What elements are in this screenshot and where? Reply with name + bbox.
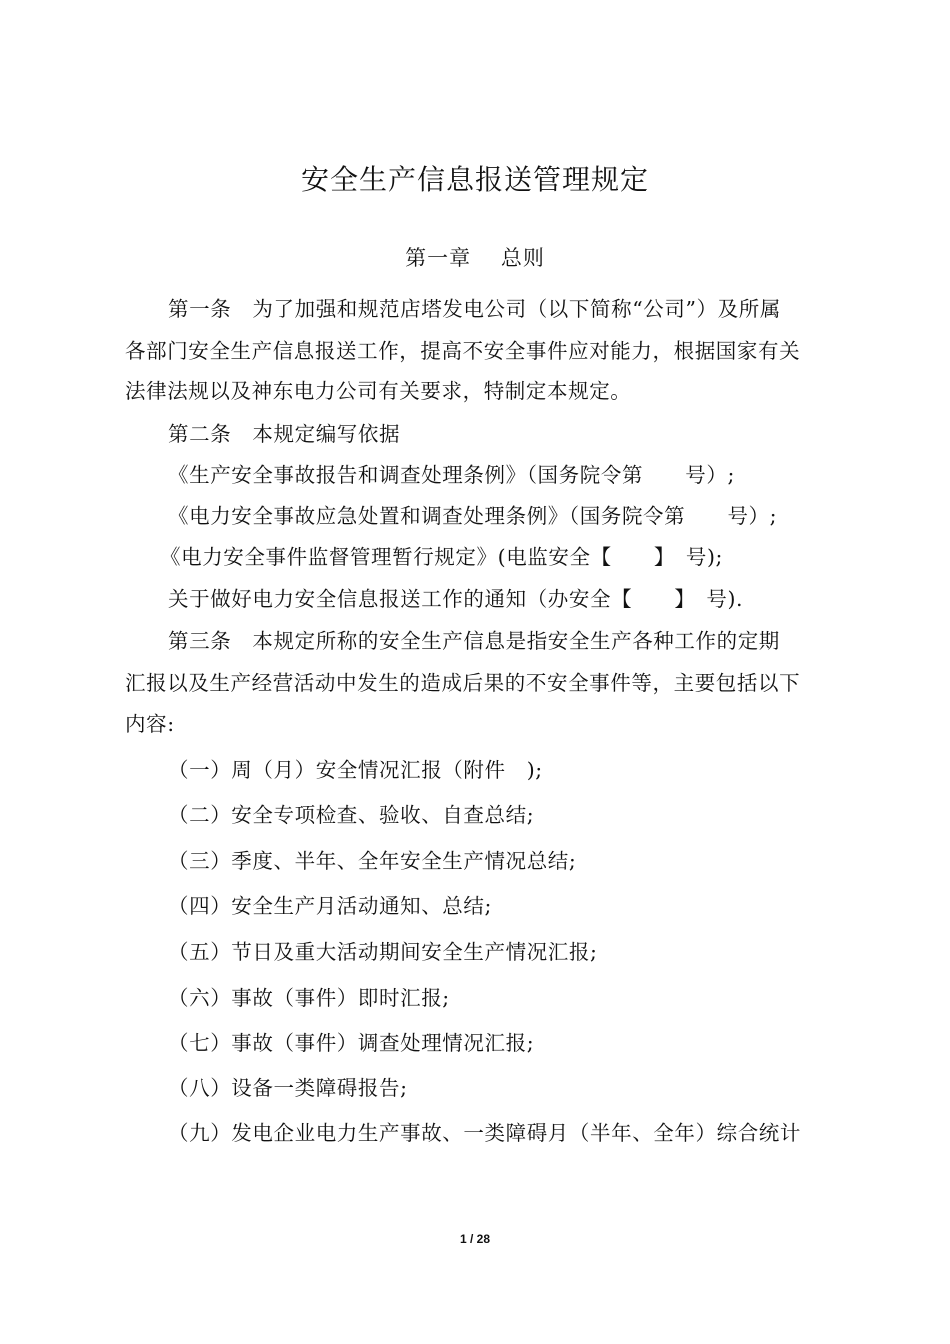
list-item: （六）事故（事件）即时汇报;: [168, 986, 450, 1010]
list-item: （五）节日及重大活动期间安全生产情况汇报;: [168, 940, 598, 964]
paragraph-line: 第一条 为了加强和规范店塔发电公司（以下简称“公司”）及所属: [168, 297, 781, 321]
list-item: （三）季度、半年、全年安全生产情况总结;: [168, 849, 577, 873]
page-number: 1 / 28: [459, 1232, 491, 1246]
paragraph-line: 关于做好电力安全信息报送工作的通知（办安全【 】 号).: [168, 587, 744, 611]
paragraph-line: 《电力安全事件监督管理暂行规定》(电监安全【 】 号);: [160, 545, 724, 569]
list-item: （九）发电企业电力生产事故、一类障碍月（半年、全年）综合统计: [168, 1121, 801, 1145]
list-item: （四）安全生产月活动通知、总结;: [168, 894, 493, 918]
document-title: 安全生产信息报送管理规定: [300, 163, 649, 196]
paragraph-line: 汇报以及生产经营活动中发生的造成后果的不安全事件等，主要包括以下: [125, 671, 801, 695]
list-item: （八）设备一类障碍报告;: [168, 1076, 408, 1100]
paragraph-line: 《电力安全事故应急处置和调查处理条例》（国务院令第 号）;: [168, 504, 778, 528]
chapter-heading: 第一章 总则: [405, 246, 545, 270]
list-item: （一）周（月）安全情况汇报（附件 );: [168, 758, 543, 782]
list-item: （二）安全专项检查、验收、自查总结;: [168, 803, 535, 827]
paragraph-line: 第二条 本规定编写依据: [168, 422, 401, 446]
paragraph-line: 各部门安全生产信息报送工作，提高不安全事件应对能力，根据国家有关: [125, 339, 801, 363]
paragraph-line: 法律法规以及神东电力公司有关要求，特制定本规定。: [125, 379, 632, 403]
paragraph-line: 内容:: [125, 712, 175, 736]
list-item: （七）事故（事件）调查处理情况汇报;: [168, 1031, 535, 1055]
paragraph-line: 《生产安全事故报告和调查处理条例》（国务院令第 号）;: [168, 463, 735, 487]
paragraph-line: 第三条 本规定所称的安全生产信息是指安全生产各种工作的定期: [168, 629, 780, 653]
